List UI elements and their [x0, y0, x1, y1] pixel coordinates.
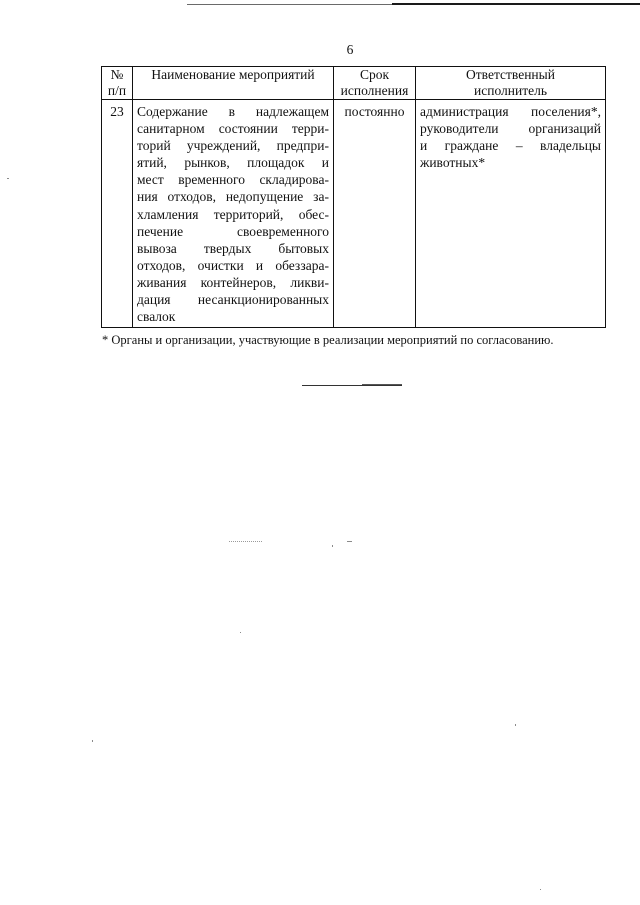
activity-line: торий учреждений, предпри- [137, 138, 329, 154]
cell-activity-name [133, 100, 334, 328]
header-responsible-line: исполнитель [474, 82, 547, 98]
activity-line: ния отходов, недопущение за- [137, 189, 329, 205]
scan-speck [540, 889, 541, 890]
scan-speck [332, 545, 333, 547]
header-number-line: п/п [107, 82, 127, 98]
header-deadline-line: исполнения [340, 82, 409, 98]
activity-line: дация несанкционированных [137, 292, 329, 308]
header-cell-activity-name [133, 67, 334, 100]
table-header-row [102, 67, 606, 100]
scan-speck [92, 740, 93, 742]
scan-speck [240, 632, 241, 633]
activity-line: отходов, очистки и обеззара- [137, 257, 329, 273]
end-rule [302, 385, 402, 386]
header-responsible-line: Ответственный [466, 67, 555, 82]
responsible-line: и граждане – владельцы [420, 138, 601, 154]
activity-line: ятий, рынков, площадок и [137, 155, 329, 171]
activity-line: вывоза твердых бытовых [137, 240, 329, 256]
header-deadline-line: Срок [359, 67, 390, 82]
table-row [102, 100, 606, 328]
activity-line: свалок [137, 309, 176, 325]
activity-line: печение своевременного [137, 223, 329, 239]
header-cell-deadline [334, 67, 416, 100]
header-number-line: № [110, 67, 124, 82]
responsible-line: руководители организаций [420, 121, 601, 137]
scan-speck [7, 178, 9, 179]
scan-speck [347, 541, 352, 542]
responsible-line: администрация поселения*, [420, 104, 601, 119]
activity-line: санитарном состоянии терри- [137, 121, 329, 137]
scan-speck [229, 541, 262, 542]
footnote: * Органы и организации, участвующие в реализации мероприятий по согласованию. [102, 333, 554, 347]
cell-responsible [416, 100, 606, 328]
scan-speck [515, 724, 516, 726]
header-cell-number [102, 67, 133, 100]
page-number: 6 [346, 42, 354, 57]
top-rule [187, 4, 393, 5]
header-activity-name-line: Наименование мероприятий [151, 67, 315, 82]
cell-deadline: постоянно [334, 100, 416, 328]
cell-number: 23 [102, 100, 133, 328]
activity-line: живания контейнеров, ликви- [137, 274, 329, 290]
activities-table [101, 66, 606, 328]
responsible-line: животных* [420, 155, 486, 171]
header-cell-responsible [416, 67, 606, 100]
end-rule-tail [362, 384, 402, 385]
activity-line: хламления территорий, обес- [137, 206, 329, 222]
top-rule-heavy [392, 3, 640, 5]
activity-line: Содержание в надлежащем [137, 104, 329, 119]
activity-line: мест временного складирова- [137, 172, 329, 188]
